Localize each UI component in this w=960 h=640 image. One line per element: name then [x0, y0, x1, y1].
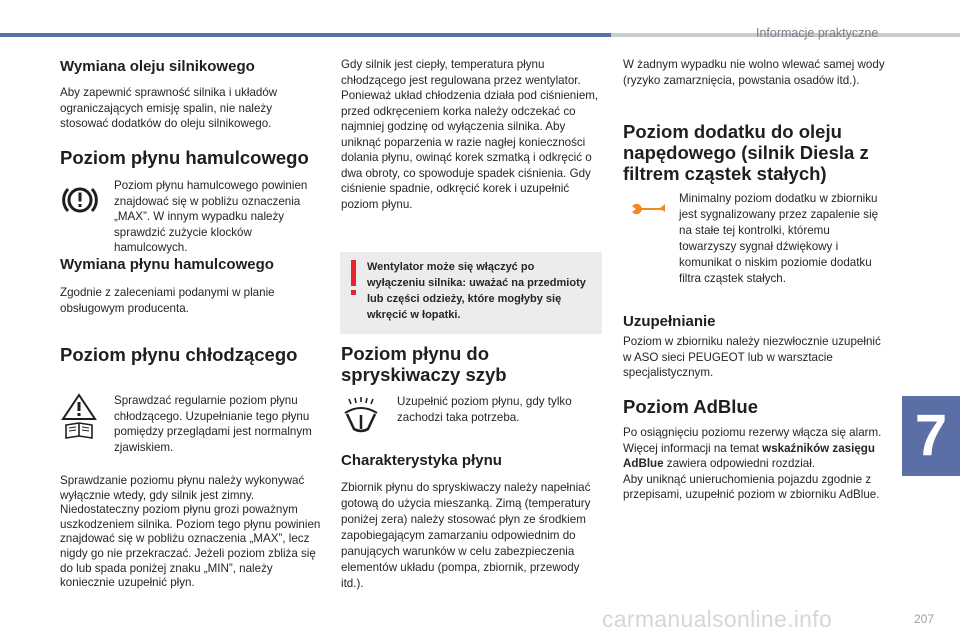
brake-warning-icon: [60, 180, 100, 220]
coolant-icon-text: Sprawdzać regularnie poziom płynu chłodzącego. Uzupełnianie tego płynu pomiędzy przeglądami jest normalnym zjawiskiem.: [114, 394, 312, 454]
fluid-spec-text: Zbiornik płynu do spryskiwaczy należy napełniać gotową do użycia mieszanką. Zimą (temperatury poniżej zera) należy stosować płyn ze środkiem zapobiegającym zamarzaniu odpowiednim do panujących warunków w celu zabezpieczenia elementów układu (pompa, zbiornik, przewody itd.).: [341, 481, 591, 590]
coolant-warning-icon: [60, 393, 98, 441]
chapter-tab: 7: [902, 396, 960, 476]
coolant-text: Sprawdzanie poziomu płynu należy wykonywać wyłącznie wtedy, gdy silnik jest zimny. Niedostateczny poziom płynu grozi poważnym uszkodzeniem silnika. Poziom tego płynu powinien znajdować się w pobliżu oznaczenia „MAX”, lecz nigdy go nie przekraczać. Jeżeli poziom zbliża się do lub spada poniżej znaku „MIN”, należy koniecznie uzupełnić płyn.: [60, 474, 321, 590]
brake-fluid-change-text: Zgodnie z zaleceniami podanymi w planie obsługowym producenta.: [60, 286, 275, 315]
adblue-text-3: Aby uniknąć unieruchomienia pojazdu zgodnie z przepisami, uzupełnić poziom w zbiorniku AdBlue.: [623, 472, 880, 502]
refill-text: Poziom w zbiorniku należy niezwłocznie uzupełnić w ASO sieci PEUGEOT lub w warsztacie specjalistycznym.: [623, 335, 881, 379]
adblue-text-2a: Więcej informacji na temat: [623, 441, 763, 455]
wrench-icon: [630, 202, 666, 222]
coolant-check: [60, 474, 325, 591]
brake-fluid-change-title: Wymiana płynu hamulcowego: [60, 256, 274, 273]
adblue-title: Poziom AdBlue: [623, 396, 758, 417]
additive-title: Poziom dodatku do oleju napędowego (silnik Diesla z filtrem cząstek stałych): [623, 121, 869, 184]
page-number: 207: [914, 612, 935, 626]
coolant-section: [60, 344, 322, 365]
fluid-spec-section: [341, 452, 603, 592]
hot-engine-text: Gdy silnik jest ciepły, temperatura płynu chłodzącego jest regulowana przez wentylator. Ponieważ układ chłodzenia działa pod ciśnieniem, przed odkręceniem korka należy odczekać co najmniej godzinę od wyłączenia silnika. Aby uniknąć poparzenia w razie nagłej konieczności dolania płynu, owinąć korek szmatką i odkręcić o dwa obroty, co spowoduje spadek ciśnienia. Gdy ciśnienie spadnie, odkręcić korek i uzupełnić poziom płynu.: [341, 58, 599, 211]
water-text: W żadnym wypadku nie wolno wlewać samej wody (ryzyko zamarznięcia, powstania osadów itd.).: [623, 58, 885, 87]
brake-fluid-note: [114, 178, 314, 256]
washer-section: [341, 343, 603, 385]
coolant-note: [114, 393, 319, 455]
additive-icon-text: Minimalny poziom dodatku w zbiorniku jest sygnalizowany przez zapalenie się na stałe tej kontrolki, któremu towarzyszy sygnał dźwiękowy i komunikat o niskim poziomie dodatku filtra cząstek stałych.: [679, 192, 879, 285]
oil-change-title: Wymiana oleju silnikowego: [60, 58, 255, 75]
fan-warning-text: Wentylator może się włączyć po wyłączeniu silnika: uważać na przedmioty lub części odzieży, które mogłyby się wkręcić w łopatki.: [367, 261, 586, 321]
adblue-text: [623, 425, 885, 503]
oil-change-text: Aby zapewnić sprawność silnika i układów ograniczających emisję spalin, nie należy stosować dodatków do oleju silnikowego.: [60, 86, 278, 130]
header-accent-bar: [0, 33, 611, 37]
section-title: Informacje praktyczne: [756, 26, 879, 40]
adblue-section: [623, 396, 885, 503]
coolant-title: Poziom płynu chłodzącego: [60, 344, 298, 365]
washer-fluid-icon: [341, 395, 381, 435]
watermark: carmanualsonline.info: [602, 606, 833, 632]
additive-note: [679, 191, 879, 287]
brake-fluid-change-section: [60, 256, 322, 316]
brake-fluid-section: [60, 147, 322, 168]
washer-note: [397, 394, 597, 425]
refill-title: Uzupełnianie: [623, 313, 716, 330]
adblue-range-link: wskaźników zasięgu AdBlue: [623, 441, 875, 471]
hot-engine-note: [341, 57, 603, 212]
adblue-text-1: Po osiągnięciu poziomu rezerwy włącza się alarm.: [623, 426, 882, 439]
water-note: [623, 57, 885, 88]
alert-icon: [351, 260, 356, 296]
oil-change-section: [60, 58, 322, 132]
brake-fluid-text: Poziom płynu hamulcowego powinien znajdować się w pobliżu oznaczenia „MAX”. W innym wypadku należy sprawdzić zużycie klocków hamulcowych.: [114, 179, 308, 254]
fluid-spec-title: Charakterystyka płynu: [341, 452, 502, 469]
washer-title: Poziom płynu do spryskiwaczy szyb: [341, 343, 507, 385]
refill-section: [623, 313, 885, 381]
additive-section: [623, 121, 885, 184]
washer-icon-text: Uzupełnić poziom płynu, gdy tylko zachodzi taka potrzeba.: [397, 395, 572, 424]
brake-fluid-title: Poziom płynu hamulcowego: [60, 147, 309, 168]
fan-warning-box: [340, 252, 602, 334]
adblue-text-2c: zawiera odpowiedni rozdział.: [663, 457, 816, 471]
